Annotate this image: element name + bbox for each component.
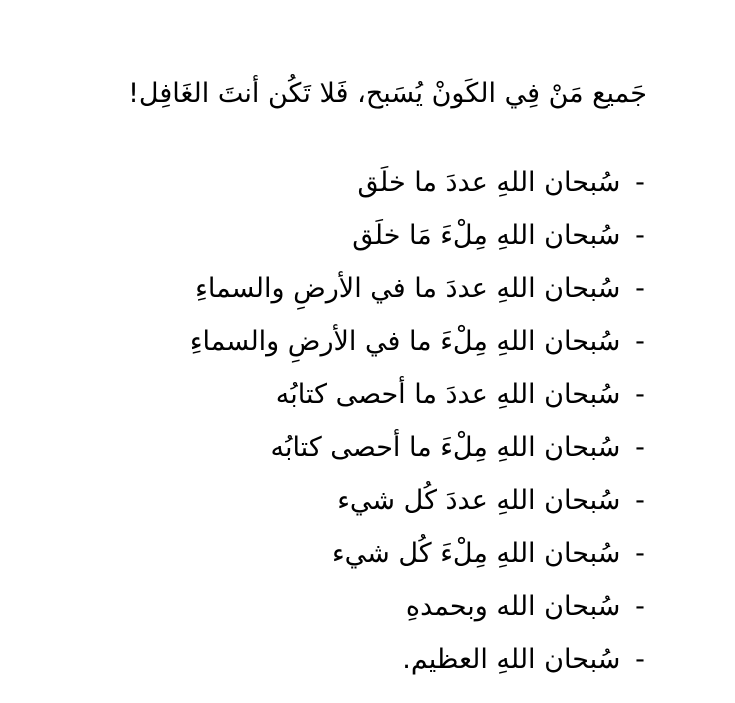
list-item (51, 315, 651, 368)
list-item (51, 633, 651, 686)
list-item-text: سُبحان اللهِ العظيم. (402, 644, 621, 675)
list-item-text: سُبحان اللهِ عددَ كُل شيء (337, 485, 621, 516)
list-item-text: سُبحان اللهِ عددَ ما في الأرضِ والسماءِ (195, 273, 621, 304)
bullet-dash: - (635, 220, 645, 251)
bullet-dash: - (635, 326, 645, 357)
list-item (51, 209, 651, 262)
list-item (51, 368, 651, 421)
list-item (51, 527, 651, 580)
bullet-dash: - (635, 167, 645, 198)
list-item-text: سُبحان اللهِ مِلْءَ ما في الأرضِ والسماءِ (189, 326, 621, 357)
list-item-text: سُبحان الله وبحمدهِ (405, 591, 621, 622)
bullet-dash: - (635, 538, 645, 569)
list-item (51, 156, 651, 209)
bullet-dash: - (635, 432, 645, 463)
bullet-dash: - (635, 485, 645, 516)
bullet-dash: - (635, 591, 645, 622)
list-item-text: سُبحان اللهِ مِلْءَ كُل شيء (331, 538, 621, 569)
list-item-text: سُبحان اللهِ مِلْءَ مَا خلَق (352, 220, 621, 251)
bullet-dash: - (635, 379, 645, 410)
bullet-dash: - (635, 644, 645, 675)
tasbih-list (51, 156, 651, 686)
page-title: جَميع مَنْ فِي الكَونْ يُسَبح، فَلا تَكُن أنتَ الغَافِل! (128, 78, 647, 109)
bullet-dash: - (635, 273, 645, 304)
list-item (51, 580, 651, 633)
list-item (51, 474, 651, 527)
list-item-text: سُبحان اللهِ عددَ ما أحصى كتابُه (275, 379, 621, 410)
list-item (51, 421, 651, 474)
list-item-text: سُبحان اللهِ مِلْءَ ما أحصى كتابُه (270, 432, 621, 463)
list-item-text: سُبحان اللهِ عددَ ما خلَق (357, 167, 621, 198)
list-item (51, 262, 651, 315)
